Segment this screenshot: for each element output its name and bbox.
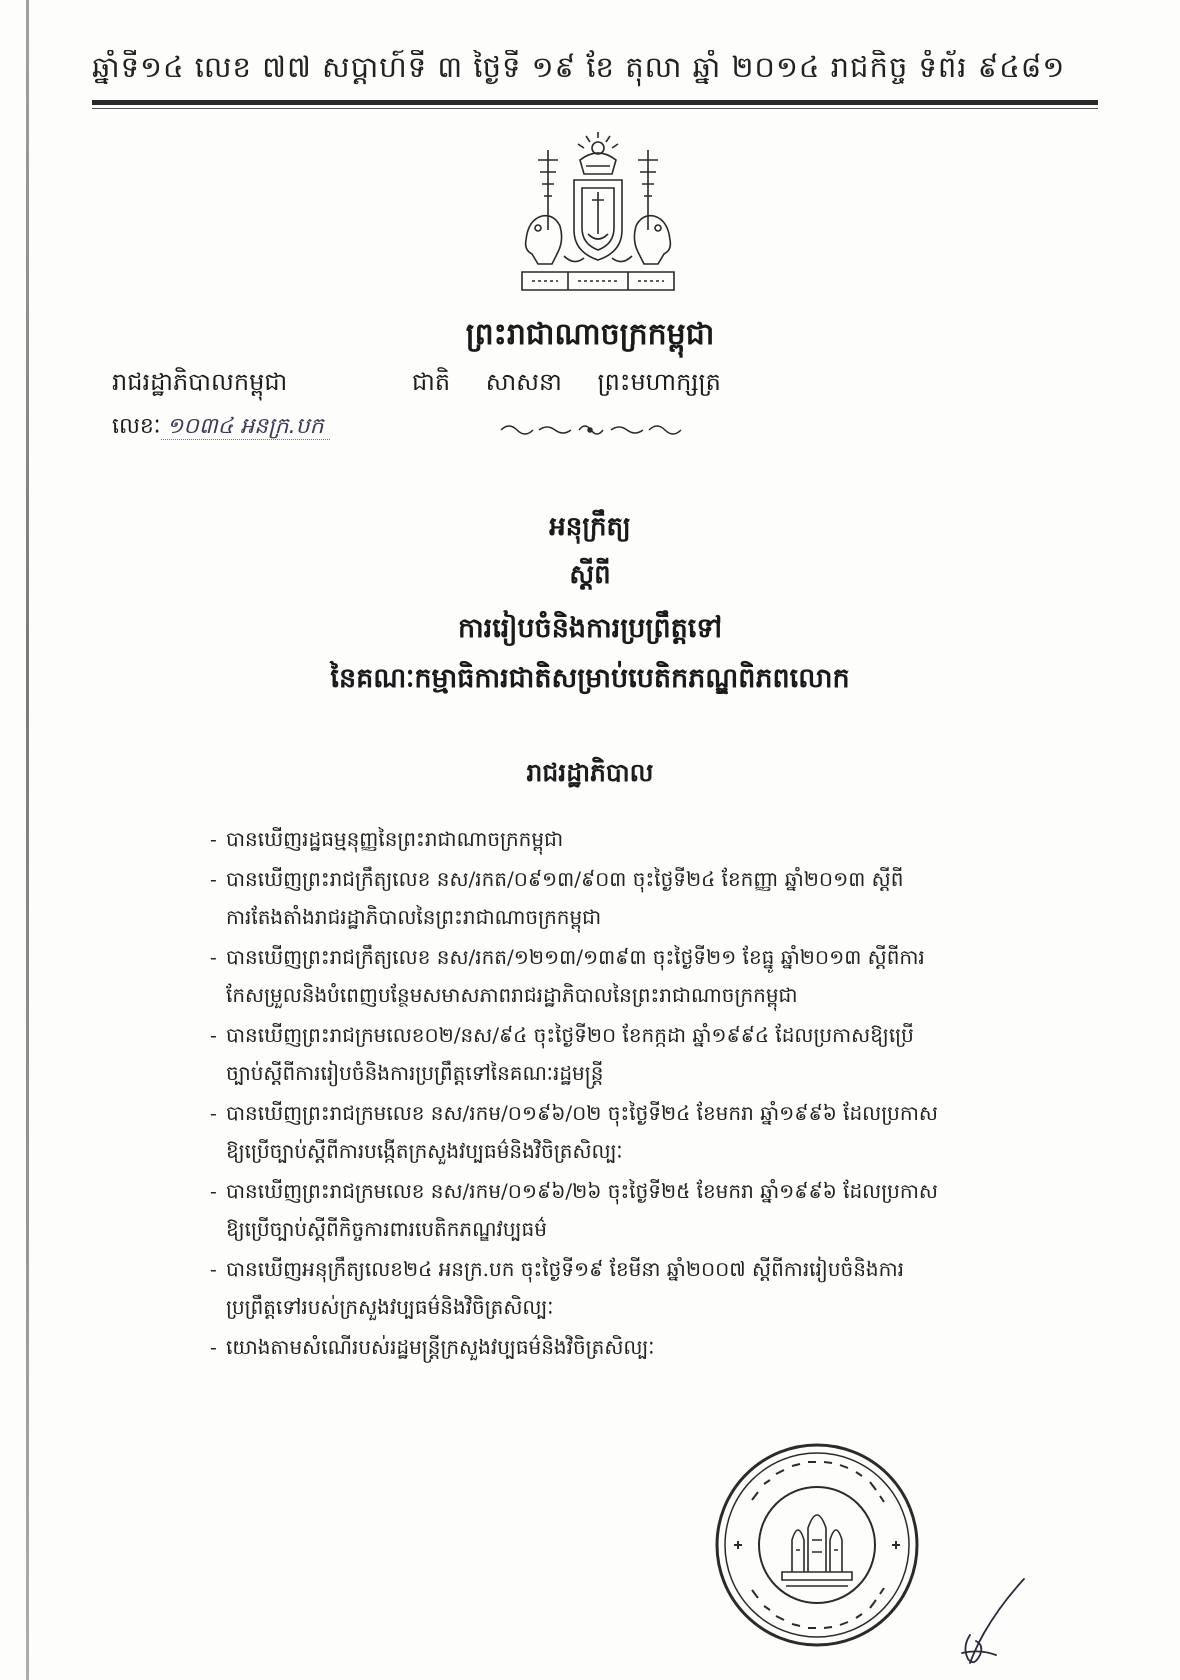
preamble-item: - បានឃើញព្រះរាជក្រឹត្យលេខ នស/រកត/០៩១៣/៩០៣ ចុះថ្ងៃទី២៤ ខែកញ្ញា ឆ្នាំ២០១៣ ស្តីពី ការតែងតាំងរាជរដ្ឋាភិបាលនៃព្រះរាជាណាចក្រកម្ពុជា: [210, 860, 1040, 936]
coat-of-arms-icon: [508, 130, 688, 300]
preamble-text: បានឃើញព្រះរាជក្រមលេខ នស/រកម/០១៩៦/០២ ចុះថ្ងៃទី២៤ ខែមករា ឆ្នាំ១៩៩៦ ដែលប្រកាស: [226, 1101, 938, 1125]
decree-title-block: [0, 510, 1180, 712]
preamble-item: - បានឃើញរដ្ឋធម្មនុញ្ញនៃព្រះរាជាណាចក្រកម្ពុជា: [210, 827, 564, 851]
preamble-text: បានឃើញព្រះរាជក្រមលេខ នស/រកម/០១៩៦/២៦ ចុះថ្ងៃទី២៥ ខែមករា ឆ្នាំ១៩៩៦ ដែលប្រកាស: [226, 1179, 938, 1203]
header-rule: [92, 100, 1098, 105]
government-name: រាជរដ្ឋាភិបាលកម្ពុជា: [112, 368, 288, 396]
preamble-text: បានឃើញអនុក្រឹត្យលេខ២៤ អនក្រ.បក ចុះថ្ងៃទី១៩ ខែមីនា ឆ្នាំ២០០៧ ស្តីពីការរៀបចំនិងការ: [226, 1257, 904, 1281]
header-rule-thin: [92, 108, 1098, 109]
preamble-item: - បានឃើញព្រះរាជក្រមលេខ នស/រកម/០១៩៦/២៦ ចុះថ្ងៃទី២៥ ខែមករា ឆ្នាំ១៩៩៦ ដែលប្រកាស ឱ្យប្រើច្បាប់ស្តីពីកិច្ចការពារបេតិកភណ្ឌវប្បធម៌: [210, 1172, 1040, 1248]
reference-label: លេខៈ: [112, 414, 161, 439]
preamble-continuation: កែសម្រួលនិងបំពេញបន្ថែមសមាសភាពរាជរដ្ឋាភិបាលនៃព្រះរាជាណាចក្រកម្ពុជា: [226, 983, 798, 1007]
scan-edge-shadow: [26, 0, 29, 1680]
decree-subject-line2: នៃគណៈកម្មាធិការជាតិសម្រាប់បេតិកភណ្ឌពិភពលោក: [330, 663, 850, 694]
preamble-item: - យោងតាមសំណើរបស់រដ្ឋមន្ត្រីក្រសួងវប្បធម៌និងវិចិត្រសិល្បៈ: [210, 1335, 655, 1359]
preamble-list: [210, 820, 1040, 1368]
issuer-heading: រាជរដ្ឋាភិបាល: [526, 758, 654, 787]
national-motto: ជាតិ សាសនា ព្រះមហាក្សត្រ: [412, 368, 721, 396]
decree-subject-line1: ការរៀបចំនិងការប្រព្រឹត្តទៅ: [457, 613, 723, 644]
kingdom-title: ព្រះរាជាណាចក្រកម្ពុជា: [465, 317, 715, 352]
preamble-continuation: ឱ្យប្រើច្បាប់ស្តីពីកិច្ចការពារបេតិកភណ្ឌវប្បធម៌: [226, 1217, 547, 1241]
preamble-item: - បានឃើញព្រះរាជក្រឹត្យលេខ នស/រកត/១២១៣/១៣៩៣ ចុះថ្ងៃទី២១ ខែធ្នូ ឆ្នាំ២០១៣ ស្តីពីការ កែសម្រួលនិងបំពេញបន្ថែមសមាសភាពរាជរដ្ឋាភិបាលនៃព្រះរាជាណាចក្រកម្ពុជា: [210, 938, 1040, 1014]
preamble-item: - បានឃើញអនុក្រឹត្យលេខ២៤ អនក្រ.បក ចុះថ្ងៃទី១៩ ខែមីនា ឆ្នាំ២០០៧ ស្តីពីការរៀបចំនិងការ ប្រព្រឹត្តទៅរបស់ក្រសួងវប្បធម៌និងវិចិត្រសិល្បៈ: [210, 1250, 1040, 1326]
decree-about: ស្តីពី: [569, 560, 611, 590]
preamble-text: បានឃើញព្រះរាជក្រមលេខ០២/នស/៩៤ ចុះថ្ងៃទី២០ ខែកក្កដា ឆ្នាំ១៩៩៤ ដែលប្រកាសឱ្យប្រើ: [226, 1023, 914, 1047]
preamble-continuation: ឱ្យប្រើច្បាប់ស្តីពីការបង្កើតក្រសួងវប្បធម៌និងវិចិត្រសិល្បៈ: [226, 1139, 623, 1163]
preamble-continuation: ប្រព្រឹត្តទៅរបស់ក្រសួងវប្បធម៌និងវិចិត្រសិល្បៈ: [226, 1295, 554, 1319]
preamble-text: បានឃើញព្រះរាជក្រឹត្យលេខ នស/រកត/០៩១៣/៩០៣ ចុះថ្ងៃទី២៤ ខែកញ្ញា ឆ្នាំ២០១៣ ស្តីពី: [226, 867, 904, 891]
decree-type: អនុក្រឹត្យ: [549, 512, 631, 542]
reference-value: ១០៣៤ អនក្រ.បក: [161, 414, 330, 440]
preamble-text: បានឃើញព្រះរាជក្រឹត្យលេខ នស/រកត/១២១៣/១៣៩៣ ចុះថ្ងៃទី២១ ខែធ្នូ ឆ្នាំ២០១៣ ស្តីពីការ: [226, 945, 925, 969]
preamble-item: - បានឃើញព្រះរាជក្រមលេខ នស/រកម/០១៩៦/០២ ចុះថ្ងៃទី២៤ ខែមករា ឆ្នាំ១៩៩៦ ដែលប្រកាស ឱ្យប្រើច្បាប់ស្តីពីការបង្កើតក្រសួងវប្បធម៌និងវិចិត្រសិល្បៈ: [210, 1094, 1040, 1170]
preamble-continuation: ការតែងតាំងរាជរដ្ឋាភិបាលនៃព្រះរាជាណាចក្រកម្ពុជា: [226, 905, 602, 929]
official-seal-icon: [712, 1440, 922, 1650]
preamble-text: យោងតាមសំណើរបស់រដ្ឋមន្ត្រីក្រសួងវប្បធម៌និងវិចិត្រសិល្បៈ: [226, 1335, 655, 1359]
preamble-item: - បានឃើញព្រះរាជក្រមលេខ០២/នស/៩៤ ចុះថ្ងៃទី២០ ខែកក្កដា ឆ្នាំ១៩៩៤ ដែលប្រកាសឱ្យប្រើ ច្បាប់ស្តីពីការរៀបចំនិងការប្រព្រឹត្តទៅនៃគណៈរដ្ឋមន្ត្រី: [210, 1016, 1040, 1092]
ornament-divider-icon: [495, 418, 685, 442]
preamble-text: បានឃើញរដ្ឋធម្មនុញ្ញនៃព្រះរាជាណាចក្រកម្ពុជា: [226, 827, 564, 851]
gazette-header: ឆ្នាំទី១៤ លេខ ៧៧ សប្តាហ៍ទី ៣ ថ្ងៃទី ១៩ ខែ តុលា ឆ្នាំ ២០១៤ រាជកិច្ច ទំព័រ ៩៤៨១: [92, 50, 1066, 84]
reference-number: [112, 412, 330, 444]
signature-icon: [940, 1575, 1030, 1670]
preamble-continuation: ច្បាប់ស្តីពីការរៀបចំនិងការប្រព្រឹត្តទៅនៃគណៈរដ្ឋមន្ត្រី: [226, 1061, 604, 1085]
